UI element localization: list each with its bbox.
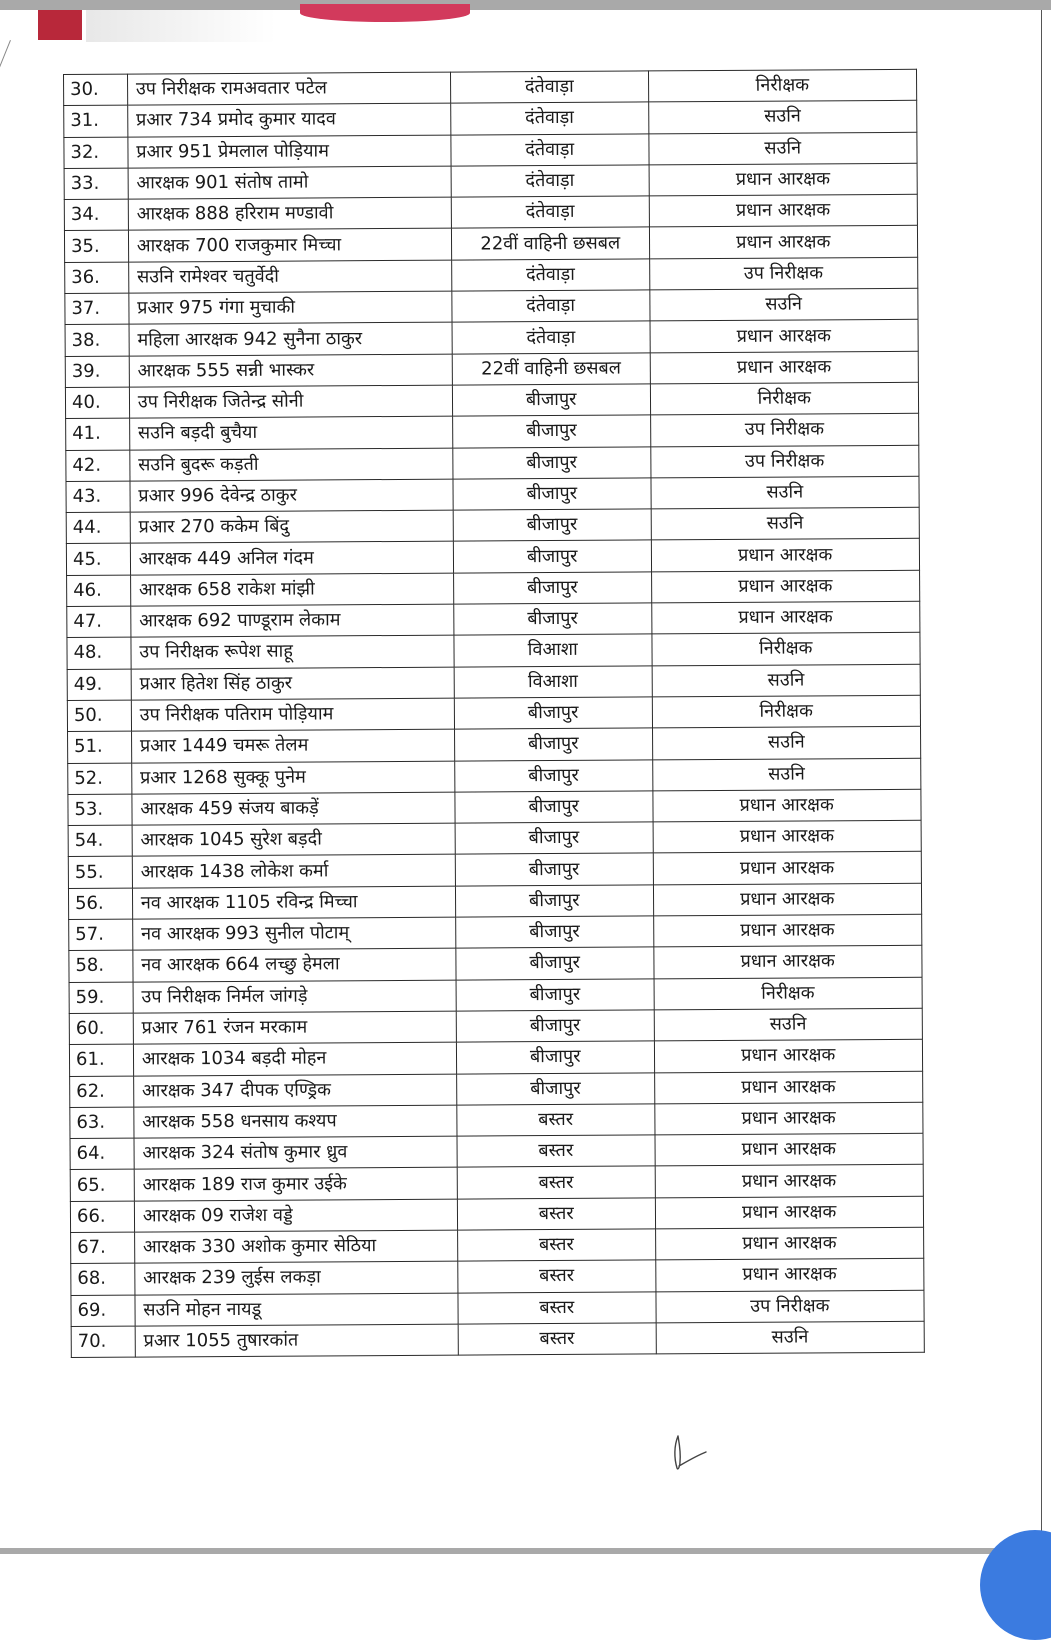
serial-number-cell: 46. [67,575,131,607]
binder-red-tab [38,10,82,40]
promoted-rank-cell: निरीक्षक [648,69,917,102]
table-row [71,1321,924,1358]
serial-number-cell: 67. [71,1232,135,1264]
posting-place-cell: बीजापुर [453,478,651,511]
table-row [69,914,922,951]
table-row [71,1259,924,1296]
posting-place-cell: बीजापुर [454,728,652,761]
name-cell: आरक्षक 449 अनिल गंदम [130,542,453,575]
promoted-rank-cell: प्रधान आरक्षक [655,1227,924,1260]
name-cell: नव आरक्षक 1105 रविन्द्र मिच्चा [132,886,455,919]
serial-number-cell: 45. [66,544,130,576]
serial-number-cell: 37. [65,293,129,325]
promoted-rank-cell: सउनि [649,288,918,321]
serial-number-cell: 44. [66,512,130,544]
name-cell: आरक्षक 1438 लोकेश कर्मा [132,855,455,888]
serial-number-cell: 58. [69,950,133,982]
name-cell: आरक्षक 901 संतोष तामो [128,166,451,199]
table-row [68,789,921,826]
posting-place-cell: बीजापुर [455,791,653,824]
name-cell: प्रआर 975 गंगा मुचाकी [129,291,452,324]
table-row [68,820,921,857]
serial-number-cell: 38. [65,324,129,356]
table-row [64,101,917,138]
serial-number-cell: 64. [70,1138,134,1170]
page-edge [1041,10,1042,1548]
serial-number-cell: 56. [68,888,132,920]
promoted-rank-cell: प्रधान आरक्षक [649,163,918,196]
name-cell: प्रआर 951 प्रेमलाल पोड़ियाम [128,135,451,168]
promoted-rank-cell: उप निरीक्षक [649,257,918,290]
serial-number-cell: 62. [70,1076,134,1108]
promoted-rank-cell: प्रधान आरक्षक [651,539,920,572]
table-row [68,727,921,764]
table-row [66,539,919,576]
promoted-rank-cell: प्रधान आरक्षक [653,914,922,947]
serial-number-cell: 66. [70,1201,134,1233]
table-row [66,445,919,482]
posting-place-cell: दंतेवाड़ा [452,321,650,354]
serial-number-cell: 42. [66,450,130,482]
serial-number-cell: 53. [68,794,132,826]
table-row [65,351,918,388]
serial-number-cell: 59. [69,982,133,1014]
serial-number-cell: 49. [67,669,131,701]
floating-action-button[interactable] [980,1530,1051,1640]
posting-place-cell: दंतेवाड़ा [452,259,650,292]
posting-place-cell: बीजापुर [457,1072,655,1105]
name-cell: प्रआर 1449 चमरू तेलम [131,729,454,762]
promoted-rank-cell: प्रधान आरक्षक [650,320,919,353]
name-cell: महिला आरक्षक 942 सुनैना ठाकुर [129,323,452,356]
promoted-rank-cell: प्रधान आरक्षक [652,789,921,822]
name-cell: उप निरीक्षक रूपेश साहू [131,635,454,668]
posting-place-cell: दंतेवाड़ा [450,71,648,104]
table-row [65,288,918,325]
name-cell: आरक्षक 239 लुईस लकड़ा [135,1261,458,1294]
serial-number-cell: 55. [68,857,132,889]
promoted-rank-cell: प्रधान आरक्षक [649,194,918,227]
promoted-rank-cell: प्रधान आरक्षक [654,1039,923,1072]
posting-place-cell: बीजापुर [454,603,652,636]
name-cell: आरक्षक 888 हरिराम मण्डावी [128,197,451,230]
promoted-rank-cell: निरीक्षक [650,382,919,415]
serial-number-cell: 32. [64,137,128,169]
posting-place-cell: दंतेवाड़ा [451,165,649,198]
promoted-rank-cell: प्रधान आरक्षक [653,852,922,885]
serial-number-cell: 69. [71,1295,135,1327]
serial-number-cell: 39. [65,356,129,388]
table-row [69,946,922,983]
promoted-rank-cell: सउनि [650,476,919,509]
table-row [70,1196,923,1233]
posting-place-cell: बस्तर [457,1166,655,1199]
posting-place-cell: बीजापुर [454,697,652,730]
table-row [64,194,917,231]
posting-place-cell: बस्तर [458,1260,656,1293]
posting-place-cell: बस्तर [457,1198,655,1231]
posting-place-cell: बस्तर [458,1291,656,1324]
promoted-rank-cell: प्रधान आरक्षक [651,570,920,603]
name-cell: आरक्षक 555 सन्नी भास्कर [129,354,452,387]
name-cell: आरक्षक 09 राजेश वड्डे [134,1199,457,1232]
posting-place-cell: बीजापुर [455,885,653,918]
transfer-list-table [63,69,925,1358]
table-row [64,132,917,169]
posting-place-cell: बस्तर [457,1135,655,1168]
posting-place-cell: बीजापुर [456,1010,654,1043]
name-cell: आरक्षक 692 पाण्डूराम लेकाम [131,604,454,637]
name-cell: सउनि मोहन नायडू [135,1293,458,1326]
table-row [65,382,918,419]
table-row [69,977,922,1014]
posting-place-cell: बीजापुर [456,1041,654,1074]
posting-place-cell: बीजापुर [454,572,652,605]
posting-place-cell: बीजापुर [455,822,653,855]
serial-number-cell: 68. [71,1263,135,1295]
promoted-rank-cell: सउनि [652,758,921,791]
posting-place-cell: बीजापुर [453,540,651,573]
name-cell: नव आरक्षक 664 लच्छु हेमला [133,948,456,981]
name-cell: आरक्षक 330 अशोक कुमार सेठिया [134,1230,457,1263]
posting-place-cell: दंतेवाड़ा [451,134,649,167]
table-row [66,414,919,451]
promoted-rank-cell: उप निरीक्षक [655,1290,924,1323]
table-row [71,1227,924,1264]
name-cell: सउनि रामेश्वर चतुर्वेदी [128,260,451,293]
table-row [68,758,921,795]
posting-place-cell: दंतेवाड़ा [452,290,650,323]
posting-place-cell: बीजापुर [453,415,651,448]
table-row [64,226,917,263]
name-cell: उप निरीक्षक पतिराम पोड़ियाम [131,698,454,731]
promoted-rank-cell: प्रधान आरक्षक [655,1196,924,1229]
table-row [67,601,920,638]
posting-place-cell: बीजापुर [456,979,654,1012]
table-row [71,1290,924,1327]
name-cell: उप निरीक्षक जितेन्द्र सोनी [129,385,452,418]
promoted-rank-cell: उप निरीक्षक [650,445,919,478]
serial-number-cell: 50. [67,700,131,732]
promoted-rank-cell: प्रधान आरक्षक [650,351,919,384]
name-cell: प्रआर हितेश सिंह ठाकुर [131,667,454,700]
serial-number-cell: 65. [70,1169,134,1201]
posting-place-cell: बीजापुर [453,509,651,542]
viewer-bottom-bar [0,1548,1051,1554]
table-row [67,664,920,701]
serial-number-cell: 54. [68,825,132,857]
posting-place-cell: 22वीं वाहिनी छसबल [452,353,650,386]
posting-place-cell: बीजापुर [455,759,653,792]
table-row [69,1039,922,1076]
promoted-rank-cell: प्रधान आरक्षक [655,1133,924,1166]
table-row [67,633,920,670]
name-cell: आरक्षक 700 राजकुमार मिच्चा [128,229,451,262]
table-row [70,1165,923,1202]
table-row [64,69,917,106]
table-row [65,257,918,294]
table-row [68,883,921,920]
name-cell: आरक्षक 558 धनसाय कश्यप [134,1105,457,1138]
name-cell: प्रआर 734 प्रमोद कुमार यादव [128,103,451,136]
promoted-rank-cell: प्रधान आरक्षक [653,946,922,979]
promoted-rank-cell: प्रधान आरक्षक [655,1259,924,1292]
serial-number-cell: 47. [67,606,131,638]
promoted-rank-cell: सउनि [651,507,920,540]
serial-number-cell: 31. [64,105,128,137]
posting-place-cell: बीजापुर [456,916,654,949]
name-cell: आरक्षक 347 दीपक एण्ड्रिक [133,1074,456,1107]
serial-number-cell: 52. [68,763,132,795]
table-row [64,163,917,200]
table-row [69,1008,922,1045]
promoted-rank-cell: सउनि [652,664,921,697]
posting-place-cell: बीजापुर [456,947,654,980]
serial-number-cell: 61. [69,1044,133,1076]
posting-place-cell: विआशा [454,666,652,699]
promoted-rank-cell: सउनि [648,101,917,134]
posting-place-cell: 22वीं वाहिनी छसबल [451,227,649,260]
name-cell: आरक्षक 658 राकेश मांझी [130,573,453,606]
serial-number-cell: 43. [66,481,130,513]
name-cell: आरक्षक 189 राज कुमार उईके [134,1168,457,1201]
serial-number-cell: 41. [66,418,130,450]
paper-fold-line [0,40,11,152]
serial-number-cell: 40. [65,387,129,419]
name-cell: आरक्षक 324 संतोष कुमार ध्रुव [134,1136,457,1169]
name-cell: आरक्षक 1045 सुरेश बड़दी [132,823,455,856]
posting-place-cell: विआशा [454,634,652,667]
promoted-rank-cell: प्रधान आरक्षक [653,883,922,916]
table-row [70,1133,923,1170]
posting-place-cell: बीजापुर [453,446,651,479]
viewer-top-bar [0,0,1051,10]
serial-number-cell: 51. [68,731,132,763]
table-row [70,1071,923,1108]
name-cell: प्रआर 1268 सुक्कू पुनेम [132,761,455,794]
serial-number-cell: 36. [65,262,129,294]
serial-number-cell: 63. [70,1107,134,1139]
name-cell: प्रआर 1055 तुषारकांत [135,1324,458,1357]
posting-place-cell: बीजापुर [455,853,653,886]
posting-place-cell: दंतेवाड़ा [451,102,649,135]
promoted-rank-cell: प्रधान आरक्षक [651,601,920,634]
table-row [66,476,919,513]
promoted-rank-cell: प्रधान आरक्षक [649,226,918,259]
name-cell: प्रआर 270 ककेम बिंदु [130,510,453,543]
name-cell: प्रआर 996 देवेन्द्र ठाकुर [130,479,453,512]
table-row [68,852,921,889]
serial-number-cell: 34. [64,199,128,231]
table-row [67,570,920,607]
serial-number-cell: 33. [64,168,128,200]
promoted-rank-cell: प्रधान आरक्षक [654,1071,923,1104]
table-row [70,1102,923,1139]
name-cell: नव आरक्षक 993 सुनील पोटाम् [132,917,455,950]
table-row [67,695,920,732]
name-cell: सउनि बुदरू कड़ती [130,448,453,481]
serial-number-cell: 60. [69,1013,133,1045]
signature-icon [668,1432,718,1472]
posting-place-cell: बीजापुर [452,384,650,417]
name-cell: आरक्षक 1034 बड़दी मोहन [133,1042,456,1075]
name-cell: सउनि बड़दी बुचैया [129,416,452,449]
posting-place-cell: बस्तर [458,1323,656,1356]
posting-place-cell: बस्तर [457,1104,655,1137]
serial-number-cell: 70. [71,1326,135,1358]
name-cell: उप निरीक्षक रामअवतार पटेल [127,72,450,105]
promoted-rank-cell: उप निरीक्षक [650,414,919,447]
promoted-rank-cell: प्रधान आरक्षक [654,1102,923,1135]
serial-number-cell: 35. [64,231,128,263]
table-body [64,69,925,1357]
name-cell: आरक्षक 459 संजय बाकड़ें [132,792,455,825]
scan-shadow [86,10,276,42]
promoted-rank-cell: सउनि [656,1321,925,1354]
promoted-rank-cell: निरीक्षक [652,695,921,728]
name-cell: उप निरीक्षक निर्मल जांगड़े [133,980,456,1013]
serial-number-cell: 57. [69,919,133,951]
promoted-rank-cell: सउनि [648,132,917,165]
promoted-rank-cell: प्रधान आरक्षक [655,1165,924,1198]
promoted-rank-cell: सउनि [652,727,921,760]
promoted-rank-cell: प्रधान आरक्षक [653,820,922,853]
posting-place-cell: बस्तर [458,1229,656,1262]
table-row [65,320,918,357]
promoted-rank-cell: निरीक्षक [651,633,920,666]
serial-number-cell: 30. [64,74,128,106]
table-row [66,507,919,544]
promoted-rank-cell: सउनि [654,1008,923,1041]
promoted-rank-cell: निरीक्षक [654,977,923,1010]
serial-number-cell: 48. [67,637,131,669]
red-folder-edge [300,4,470,22]
name-cell: प्रआर 761 रंजन मरकाम [133,1011,456,1044]
posting-place-cell: दंतेवाड़ा [451,196,649,229]
